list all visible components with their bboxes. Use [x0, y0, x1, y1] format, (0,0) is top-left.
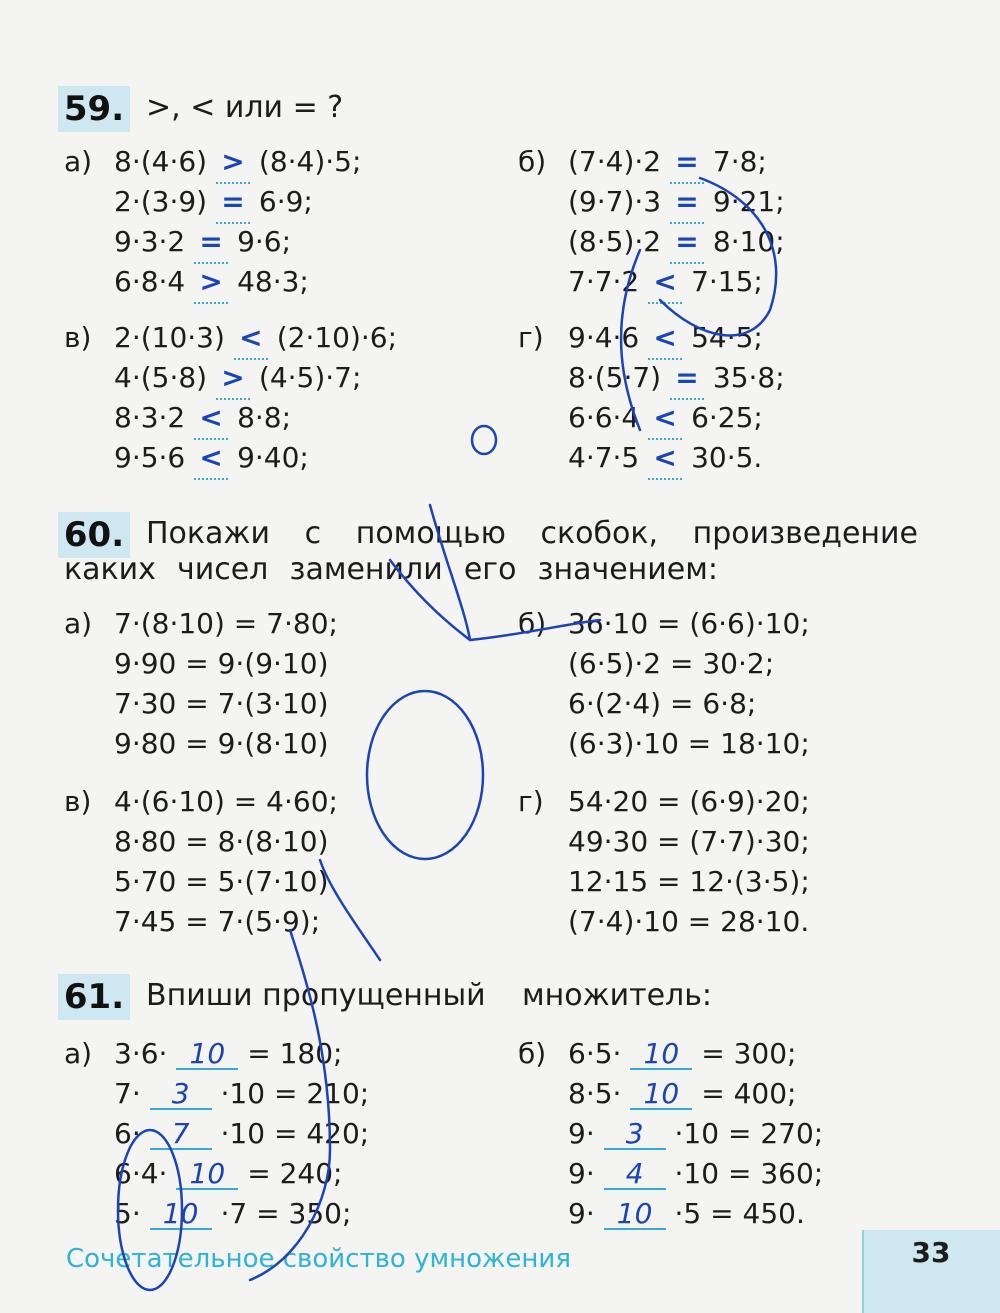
page-number: 33 [862, 1230, 1000, 1313]
expression-part: 9·3·2 [114, 225, 186, 258]
expression-part: 9· [568, 1157, 595, 1190]
item-label: б) [518, 607, 547, 640]
row [518, 358, 785, 398]
answer-sign[interactable]: = [670, 142, 704, 184]
expression-part: (9·7)·3 [568, 185, 662, 218]
answer-sign[interactable]: > [216, 358, 250, 400]
missing-factor-field[interactable]: 10 [630, 1040, 692, 1070]
item-label: б) [518, 1037, 547, 1070]
expression-part: 8·8; [237, 401, 292, 434]
expression-part: 9·6; [237, 225, 292, 258]
row [64, 724, 338, 764]
expression: 8·80 = 8·(8·10) [114, 825, 329, 858]
answer-sign[interactable]: > [216, 142, 250, 184]
expression: (7·4)·10 = 28·10. [568, 905, 810, 938]
row [518, 182, 785, 222]
expression-part: 7· [114, 1077, 141, 1110]
expression-part: 6·6·4 [568, 401, 640, 434]
answer-sign[interactable]: < [648, 438, 682, 480]
expression: (6·3)·10 = 18·10; [568, 727, 810, 760]
row [64, 902, 338, 942]
expression: 7·30 = 7·(3·10) [114, 687, 329, 720]
expression-part: (7·4)·2 [568, 145, 662, 178]
expression: 5·70 = 5·(7·10) [114, 865, 329, 898]
expression-part: 9·21; [712, 185, 785, 218]
item-label: а) [64, 607, 93, 640]
row [518, 1034, 823, 1074]
row [64, 142, 361, 182]
expression-part: 7·7·2 [568, 265, 640, 298]
expression: (6·5)·2 = 30·2; [568, 647, 775, 680]
scribble-oval [367, 691, 483, 859]
missing-factor-field[interactable]: 10 [604, 1200, 666, 1230]
answer-sign[interactable]: = [216, 182, 250, 224]
item-label: а) [64, 145, 93, 178]
row [64, 1074, 369, 1114]
exercise-59-number: 59. [58, 86, 130, 132]
expression-part: 6·4· [114, 1157, 168, 1190]
answer-sign[interactable]: < [194, 398, 228, 440]
row [64, 398, 397, 438]
expression-part: 8·10; [712, 225, 785, 258]
expression: 36·10 = (6·6)·10; [568, 607, 810, 640]
exercise-60-column-a [64, 604, 338, 764]
expression-part: 8·(4·6) [114, 145, 208, 178]
exercise-60-column-v [64, 782, 338, 942]
expression-part: = 240; [247, 1157, 343, 1190]
exercise-60-prompt-line2: каких чисел заменили его значением: [64, 552, 718, 587]
expression: 54·20 = (6·9)·20; [568, 785, 810, 818]
expression-part: 4·(5·8) [114, 361, 208, 394]
exercise-61-column-a [64, 1034, 369, 1234]
exercise-60-prompt-line1: Покажи с помощью скобок, произведение [146, 516, 918, 551]
expression-part: (2·10)·6; [276, 321, 398, 354]
missing-factor-field[interactable]: 3 [604, 1120, 666, 1150]
row [64, 822, 338, 862]
expression-part: 9·5·6 [114, 441, 186, 474]
row [64, 1154, 369, 1194]
exercise-59-column-v [64, 318, 397, 478]
answer-sign[interactable]: < [234, 318, 268, 360]
missing-factor-field[interactable]: 10 [176, 1040, 238, 1070]
expression-part: 6· [114, 1117, 141, 1150]
expression-part: = 300; [701, 1037, 797, 1070]
row [518, 782, 810, 822]
item-label: г) [518, 785, 544, 818]
item-label: в) [64, 321, 92, 354]
expression-part: 48·3; [237, 265, 309, 298]
row [518, 1114, 823, 1154]
answer-sign[interactable]: < [194, 438, 228, 480]
row [518, 438, 785, 478]
missing-factor-field[interactable]: 10 [176, 1160, 238, 1190]
answer-sign[interactable]: = [194, 222, 228, 264]
exercise-60-column-b [518, 604, 810, 764]
row [64, 262, 361, 302]
expression-part: 4·7·5 [568, 441, 640, 474]
exercise-59-column-b [518, 142, 785, 302]
answer-sign[interactable]: < [648, 318, 682, 360]
answer-sign[interactable]: < [648, 262, 682, 304]
row [518, 262, 785, 302]
expression-part: = 180; [247, 1037, 343, 1070]
exercise-60-number: 60. [58, 512, 130, 558]
row [64, 782, 338, 822]
expression-part: = 400; [701, 1077, 797, 1110]
row [518, 222, 785, 262]
answer-sign[interactable]: = [670, 222, 704, 264]
row [64, 438, 397, 478]
item-label: в) [64, 785, 92, 818]
row [64, 684, 338, 724]
row [518, 1194, 823, 1234]
missing-factor-field[interactable]: 10 [630, 1080, 692, 1110]
expression-part: 8·(5·7) [568, 361, 662, 394]
row [518, 398, 785, 438]
row [518, 1074, 823, 1114]
expression-part: 8·3·2 [114, 401, 186, 434]
expression-part: 7·8; [712, 145, 767, 178]
expression-part: 9· [568, 1117, 595, 1150]
row [64, 358, 397, 398]
row [518, 318, 785, 358]
expression-part: ·5 = 450. [674, 1197, 805, 1230]
expression: 6·(2·4) = 6·8; [568, 687, 757, 720]
section-title-footer: Сочетательное свойство умножения [66, 1244, 571, 1274]
row [64, 862, 338, 902]
missing-factor-field[interactable]: 3 [150, 1080, 212, 1110]
answer-sign[interactable]: > [194, 262, 228, 304]
missing-factor-field[interactable]: 7 [150, 1120, 212, 1150]
expression-part: 6·9; [258, 185, 313, 218]
row [64, 1194, 369, 1234]
row [518, 684, 810, 724]
expression-part: ·10 = 360; [674, 1157, 824, 1190]
expression-part: 9·4·6 [568, 321, 640, 354]
expression: 7·(8·10) = 7·80; [114, 607, 338, 640]
expression-part: ·10 = 420; [220, 1117, 370, 1150]
exercise-59-column-g [518, 318, 785, 478]
expression-part: ·10 = 210; [220, 1077, 370, 1110]
scribble-circle [472, 426, 496, 454]
expression-part: (8·5)·2 [568, 225, 662, 258]
missing-factor-field[interactable]: 4 [604, 1160, 666, 1190]
exercise-60-column-g [518, 782, 810, 942]
expression-part: 54·5; [691, 321, 763, 354]
missing-factor-field[interactable]: 10 [150, 1200, 212, 1230]
expression-part: 3·6· [114, 1037, 168, 1070]
row [518, 644, 810, 684]
exercise-61-prompt-left: Впиши пропущенный [146, 978, 486, 1013]
answer-sign[interactable]: = [670, 358, 704, 400]
expression: 9·80 = 9·(8·10) [114, 727, 329, 760]
item-label: б) [518, 145, 547, 178]
expression-part: 6·5· [568, 1037, 622, 1070]
expression-part: 2·(3·9) [114, 185, 208, 218]
expression-part: 30·5. [691, 441, 763, 474]
expression-part: 5· [114, 1197, 141, 1230]
expression: 4·(6·10) = 4·60; [114, 785, 338, 818]
expression-part: (4·5)·7; [258, 361, 362, 394]
row [518, 724, 810, 764]
expression-part: 9· [568, 1197, 595, 1230]
exercise-61-number: 61. [58, 974, 130, 1020]
expression-part: 2·(10·3) [114, 321, 225, 354]
expression: 7·45 = 7·(5·9); [114, 905, 321, 938]
exercise-59-prompt: >, < или = ? [146, 90, 344, 125]
answer-sign[interactable]: < [648, 398, 682, 440]
row [64, 1114, 369, 1154]
row [64, 1034, 369, 1074]
row [64, 644, 338, 684]
row [64, 222, 361, 262]
expression-part: 35·8; [712, 361, 785, 394]
expression-part: ·10 = 270; [674, 1117, 824, 1150]
exercise-61-column-b [518, 1034, 823, 1234]
row [518, 862, 810, 902]
expression: 9·90 = 9·(9·10) [114, 647, 329, 680]
expression: 49·30 = (7·7)·30; [568, 825, 810, 858]
expression-part: 6·8·4 [114, 265, 186, 298]
item-label: г) [518, 321, 544, 354]
expression: 12·15 = 12·(3·5); [568, 865, 810, 898]
item-label: а) [64, 1037, 93, 1070]
expression-part: 7·15; [691, 265, 763, 298]
row [518, 902, 810, 942]
row [518, 1154, 823, 1194]
row [518, 822, 810, 862]
expression-part: 6·25; [691, 401, 763, 434]
row [64, 182, 361, 222]
expression-part: 8·5· [568, 1077, 622, 1110]
answer-sign[interactable]: = [670, 182, 704, 224]
exercise-59-column-a [64, 142, 361, 302]
row [518, 604, 810, 644]
expression-part: 9·40; [237, 441, 309, 474]
row [64, 318, 397, 358]
row [518, 142, 785, 182]
expression-part: (8·4)·5; [258, 145, 362, 178]
expression-part: ·7 = 350; [220, 1197, 352, 1230]
exercise-61-prompt-right: множитель: [522, 978, 713, 1013]
row [64, 604, 338, 644]
